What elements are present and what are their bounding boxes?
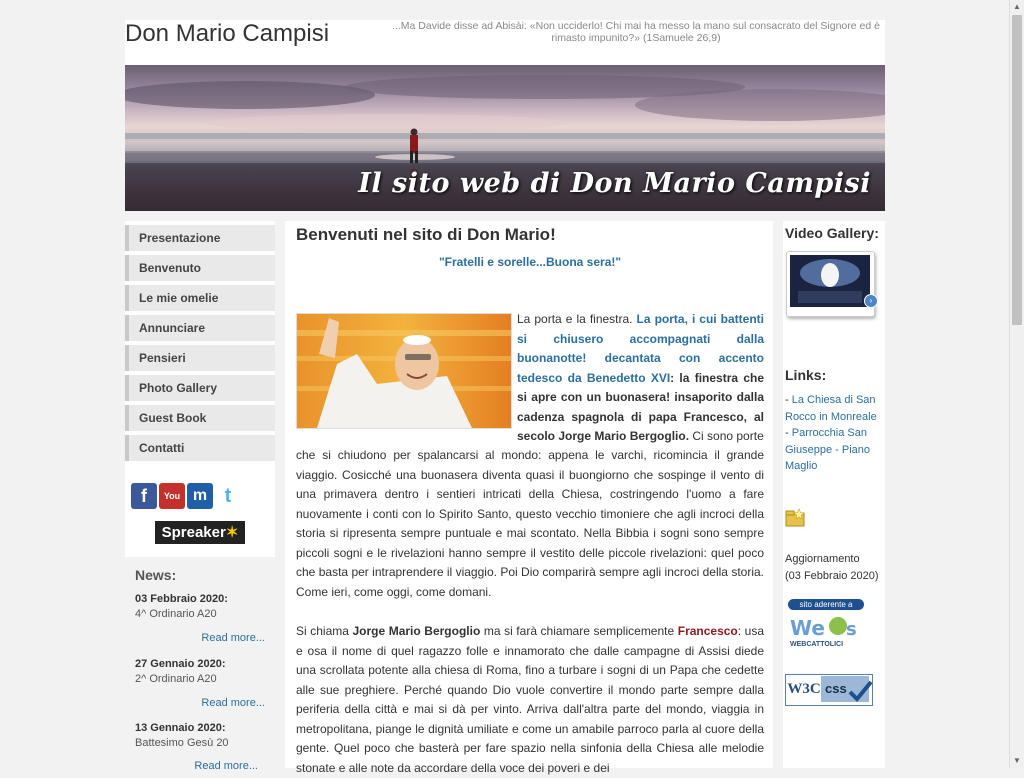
nav-item-label: Benvenuto (139, 261, 202, 275)
link-item (785, 392, 883, 425)
news-date: 13 Gennaio 2020: (135, 722, 226, 734)
nav-item-benvenuto[interactable] (125, 255, 275, 281)
link-bullet: - (785, 427, 792, 439)
w3c-css-badge[interactable] (785, 674, 873, 706)
nav-item-photo-gallery[interactable] (125, 375, 275, 401)
left-sidebar (125, 221, 275, 772)
w3c-label: W3C (787, 681, 821, 697)
scroll-thumb[interactable] (1012, 15, 1022, 325)
nav-item-label: Contatti (139, 441, 185, 455)
francesco-link[interactable]: Francesco (677, 624, 738, 638)
nav-item-label: Le mie omelie (139, 291, 219, 305)
nav-item-pensieri[interactable] (125, 345, 275, 371)
twitter-icon[interactable]: t (215, 483, 241, 509)
news-date: 03 Febbraio 2020: (135, 593, 228, 605)
banner-title: Il sito web di Don Mario Campisi (358, 168, 871, 199)
read-more-link[interactable]: Read more... (201, 632, 265, 644)
svg-text:We: We (790, 616, 825, 640)
site-header (125, 20, 885, 65)
nav-item-label: Presentazione (139, 231, 221, 245)
nav-item-contatti[interactable] (125, 435, 275, 461)
star-icon: ✶ (225, 524, 239, 541)
read-more-link[interactable]: Read more... (194, 760, 258, 772)
check-icon (847, 678, 873, 704)
facebook-icon[interactable]: f (131, 483, 157, 509)
scroll-down-icon[interactable]: ▼ (1013, 756, 1021, 765)
news-box (125, 557, 275, 772)
pope-photo-illustration (297, 314, 511, 428)
news-date: 27 Gennaio 2020: (135, 658, 226, 670)
news-title: News: (135, 567, 177, 583)
video-gallery-title: Video Gallery: (785, 225, 879, 241)
spreaker-label: Spreaker (161, 524, 226, 541)
main-content (285, 221, 773, 775)
read-more-link[interactable]: Read more... (201, 697, 265, 709)
francesco-paragraph (296, 622, 764, 778)
intro-paragraph-top (517, 310, 764, 447)
page-scrollbar[interactable] (1009, 0, 1024, 768)
header-quote: ...Ma Davide disse ad Abisài: «Non ucciderlo! Chi mai ha messo la mano sul consacrato del Signore ed è rimasto impunito?» (1Samuele 26,9) (392, 20, 880, 44)
header-banner (125, 65, 885, 211)
video-preview-image (790, 255, 870, 307)
nav-item-label: Photo Gallery (139, 381, 218, 395)
link-item (785, 425, 883, 475)
body-text: : usa e osa il nome di quel ragazzo folle e innamorato che dalle campagne di Assisi diede una scrollata potente alla chiesa di Roma, fino a turbare i sogni di un Papa che cedette alle sue preghiere. Perché quando Dio vuole convertire il mondo parte sempre dalla periferia della città e mai si dà per vinto. Arriva dall'altra parte del mondo, viaggia in metropolitana, piange le dignità umiliate e come un amabile parroco parla al cuore della gente. Quel poco che basterà per fare spazio nella sinfonia della Chiesa alle melodie stonate e alle note da accordare della voce dei poveri e dei (296, 624, 765, 775)
link-bullet: - (785, 394, 792, 406)
nav-item-presentazione[interactable] (125, 225, 275, 251)
nav-item-label: Annunciare (139, 321, 206, 335)
intro-strong: : la finestra che si apre con un buonasera! insaporito dalla cadenza spagnola di papa Francesco, al secolo Jorge Mario Bergoglio. (517, 370, 765, 443)
update-info (785, 551, 885, 584)
wecas-logo (786, 611, 866, 641)
wecas-bottom-text: WEBCATTOLICI (790, 641, 844, 648)
scroll-up-icon[interactable]: ▲ (1013, 2, 1021, 11)
pope-francesco-photo (296, 313, 512, 429)
intro-paragraph: che si chiudono per spalancarsi al mondo: appena le varchi, ricomincia il grande viaggio. Cosicché una buonasera diventa quasi il buongiorno che sospinge il vento di una primavera dentro i sentieri intricati della Chiesa, costringendo l'uomo a fare nuovamente i conti con lo Spirito Santo, questo vecchio timoniere che agli incroci della storia si ripresenta sempre puntuale e mai scontato. Nella Bibbia i sogni sono sempre piccoli sogni e le rivelazioni hanno sempre il vestito delle piccole rivelazioni: quel poco che basta per intraprendere il viaggio. Poi Dio comparirà sempre agli incroci della storia. Come ieri, come oggi, come domani. (296, 448, 764, 599)
news-text: 2^ Ordinario A20 (135, 673, 217, 685)
news-item (135, 658, 265, 685)
nav-item-guest-book[interactable] (125, 405, 275, 431)
youtube-icon[interactable]: You (159, 483, 185, 509)
css-label: css (821, 676, 869, 702)
news-text: Battesimo Gesù 20 (135, 737, 229, 749)
benedetto-link[interactable]: La porta, i cui battenti si chiusero accompagnati dalla buonanotte! decantata con accento tedesco da Benedetto XVI (517, 312, 764, 385)
site-title[interactable]: Don Mario Campisi (125, 20, 330, 47)
folder-star-icon[interactable] (785, 508, 805, 528)
svg-text:s: s (846, 619, 857, 640)
san-rocco-link[interactable]: La Chiesa di San Rocco in Monreale (785, 394, 877, 423)
nav-item-omelie[interactable] (125, 285, 275, 311)
news-item (135, 722, 265, 749)
links-title: Links: (785, 367, 827, 383)
nav-item-annunciare[interactable] (125, 315, 275, 341)
body-text: ma si farà chiamare semplicemente (480, 624, 678, 638)
spreaker-logo[interactable] (155, 521, 245, 544)
nav-item-label: Pensieri (139, 351, 186, 365)
bergoglio-name: Jorge Mario Bergoglio (352, 624, 481, 638)
update-label: Aggiornamento (785, 553, 860, 565)
video-thumbnail[interactable] (786, 251, 875, 317)
update-date: (03 Febbraio 2020) (785, 569, 879, 582)
intro-text: Ci sono porte (689, 429, 764, 443)
news-text: 4^ Ordinario A20 (135, 608, 217, 620)
myspace-icon[interactable]: m (187, 483, 213, 509)
body-text: Si chiama (296, 624, 353, 638)
news-item (135, 593, 265, 620)
webcattolici-badge[interactable] (786, 599, 866, 654)
intro-text: La porta e la finestra. (517, 312, 637, 326)
right-sidebar (783, 221, 885, 768)
page-title: Benvenuti nel sito di Don Mario! (296, 225, 556, 244)
page-subtitle: "Fratelli e sorelle...Buona sera!" (438, 255, 622, 269)
san-giuseppe-link[interactable]: Parrocchia San Giuseppe - Piano Maglio (785, 427, 870, 472)
wecas-top-text: sito aderente a (788, 599, 864, 610)
nav-item-label: Guest Book (139, 411, 207, 425)
play-icon: › (864, 294, 878, 308)
